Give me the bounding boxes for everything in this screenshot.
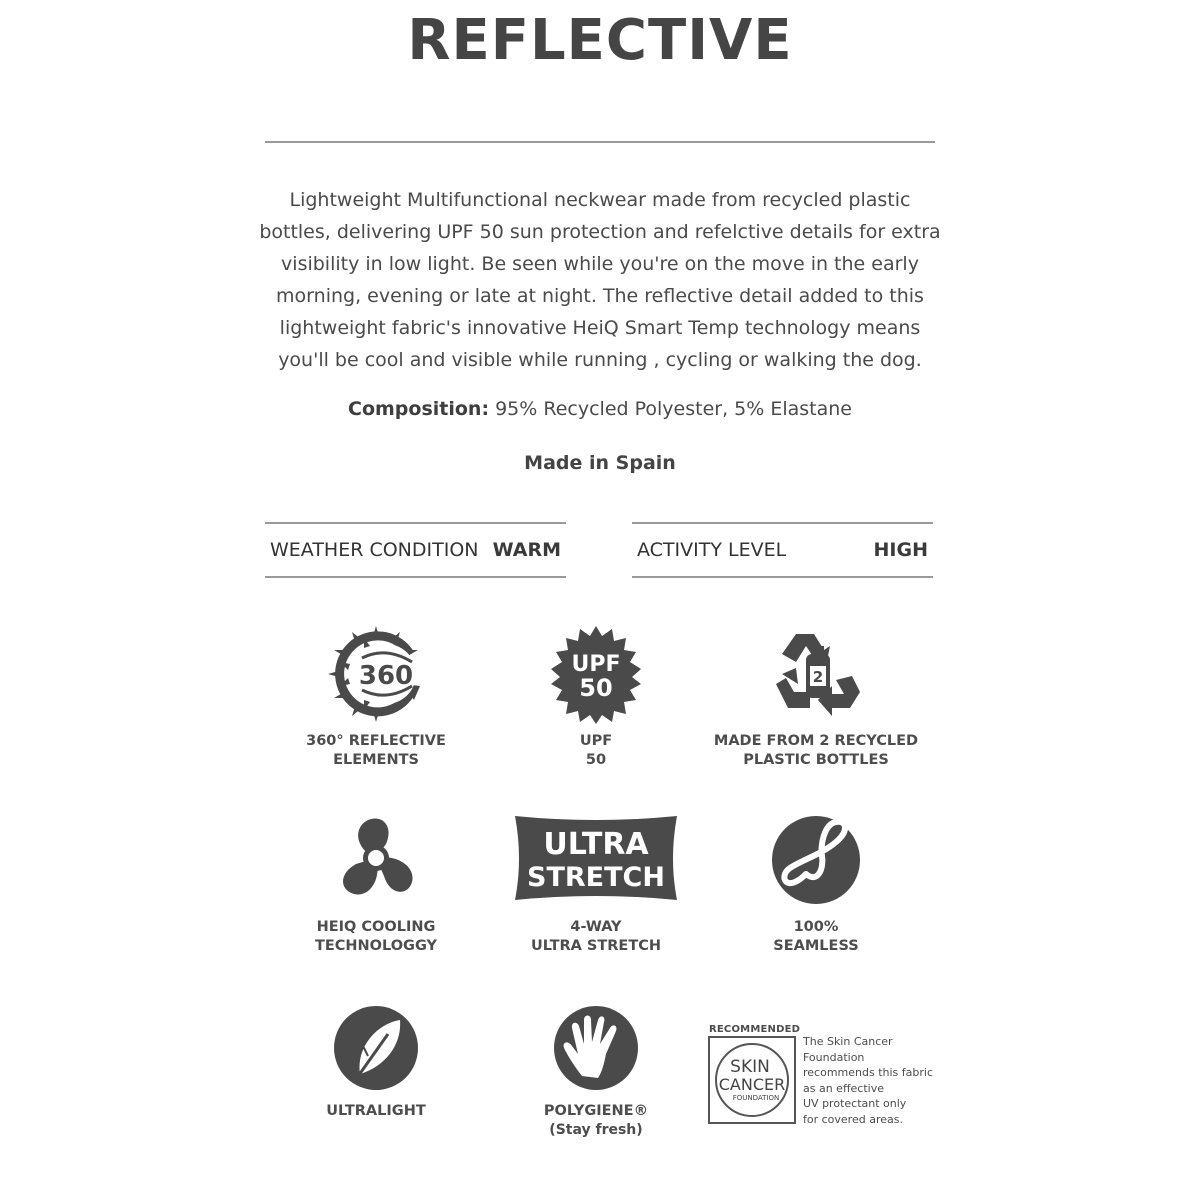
feature-caption: [696, 918, 936, 956]
caption-line: HEIQ COOLING: [316, 919, 436, 935]
logo-cancer-text: CANCER: [718, 1075, 786, 1094]
feature-seamless: [696, 814, 936, 956]
sun-360-icon: [326, 624, 426, 724]
weather-condition-row: [265, 522, 566, 578]
feature-upf-50: [476, 624, 716, 770]
feature-caption: [476, 1102, 716, 1140]
feature-caption: [256, 918, 496, 956]
caption-line: 50: [585, 752, 607, 768]
caption-line: TECHNOLOGGY: [314, 938, 438, 954]
made-in: Made in Spain: [524, 452, 676, 474]
skin-cancer-foundation-logo: [708, 1036, 796, 1124]
feature-ultralight: [256, 1004, 496, 1121]
logo-skin-text: SKIN: [730, 1057, 770, 1077]
feature-caption: [696, 732, 936, 770]
feature-caption: [256, 732, 496, 770]
feature-caption: [476, 918, 716, 956]
composition-value: 95% Recycled Polyester, 5% Elastane: [495, 398, 852, 420]
upf-value-glyph: 50: [579, 674, 613, 702]
note-line: as an effective: [803, 1081, 884, 1095]
feature-heiq-cooling: [256, 814, 496, 956]
composition-label: Composition:: [348, 398, 490, 420]
caption-line: UPF: [579, 733, 613, 749]
fan-icon: [326, 814, 426, 904]
upf-sun-icon: [546, 624, 646, 724]
caption-line: MADE FROM 2 RECYCLED: [713, 733, 919, 749]
feature-recycled-bottles: [696, 624, 936, 770]
caption-line: (Stay fresh): [549, 1122, 643, 1138]
infinity-icon: [766, 814, 866, 904]
stretch-glyph: STRETCH: [527, 862, 665, 893]
feature-caption: [476, 732, 716, 770]
skin-cancer-note: [803, 1034, 938, 1128]
activity-level-value: HIGH: [873, 539, 928, 561]
composition: [0, 398, 1200, 420]
note-line: UV protectant only: [803, 1097, 907, 1111]
weather-condition-value: WARM: [492, 539, 561, 561]
feature-ultra-stretch: [476, 814, 716, 956]
feature-polygiene: [476, 1004, 716, 1140]
feature-icon-badge: [326, 1004, 426, 1090]
caption-line: POLYGIENE®: [543, 1103, 649, 1119]
activity-level-label: ACTIVITY LEVEL: [637, 539, 787, 561]
recommended-label: RECOMMENDED: [709, 1024, 801, 1035]
product-description: Lightweight Multifunctional neckwear made from recycled plastic bottles, delivering UPF 50 sun protection and refelctive details for extra visibility in low light. Be seen while you're on the move in the early morning, evening or late at night. The reflective detail added to this lightweight fabric's innovative HeiQ Smart Temp technology means you'll be cool and visible while running , cycling or walking the dog.: [259, 189, 941, 371]
caption-line: SEAMLESS: [773, 938, 859, 954]
foundation-seal-icon: [710, 1038, 794, 1122]
note-line: Foundation: [803, 1050, 865, 1064]
feature-360-reflective: [256, 624, 496, 770]
note-line: recommends this fabric: [803, 1066, 933, 1080]
page-title: REFLECTIVE: [407, 8, 793, 73]
bottle-count-glyph: 2: [812, 668, 824, 686]
caption-line: ULTRALIGHT: [326, 1103, 426, 1119]
caption-line: ULTRA STRETCH: [530, 938, 661, 954]
caption-line: 100%: [793, 919, 839, 935]
ultra-stretch-icon: [511, 814, 681, 904]
recycle-bottle-icon: [766, 624, 866, 724]
caption-line: ELEMENTS: [333, 752, 419, 768]
caption-line: 360° REFLECTIVE: [306, 733, 446, 749]
note-line: The Skin Cancer: [803, 1035, 893, 1048]
weather-condition-label: WEATHER CONDITION: [270, 539, 479, 561]
divider: [265, 141, 935, 143]
activity-level-row: [632, 522, 933, 578]
caption-line: 4-WAY: [570, 919, 622, 935]
sun-360-glyph: 360: [358, 661, 414, 691]
ultra-glyph: ULTRA: [543, 827, 649, 862]
note-line: for covered areas.: [803, 1112, 903, 1126]
feature-icon-badge: [546, 1004, 646, 1090]
caption-line: PLASTIC BOTTLES: [743, 752, 889, 768]
logo-foundation-text: FOUNDATION: [732, 1094, 780, 1102]
feature-caption: [256, 1102, 496, 1121]
skin-cancer-foundation-badge: [708, 1024, 938, 1134]
upf-label-glyph: UPF: [571, 652, 621, 677]
